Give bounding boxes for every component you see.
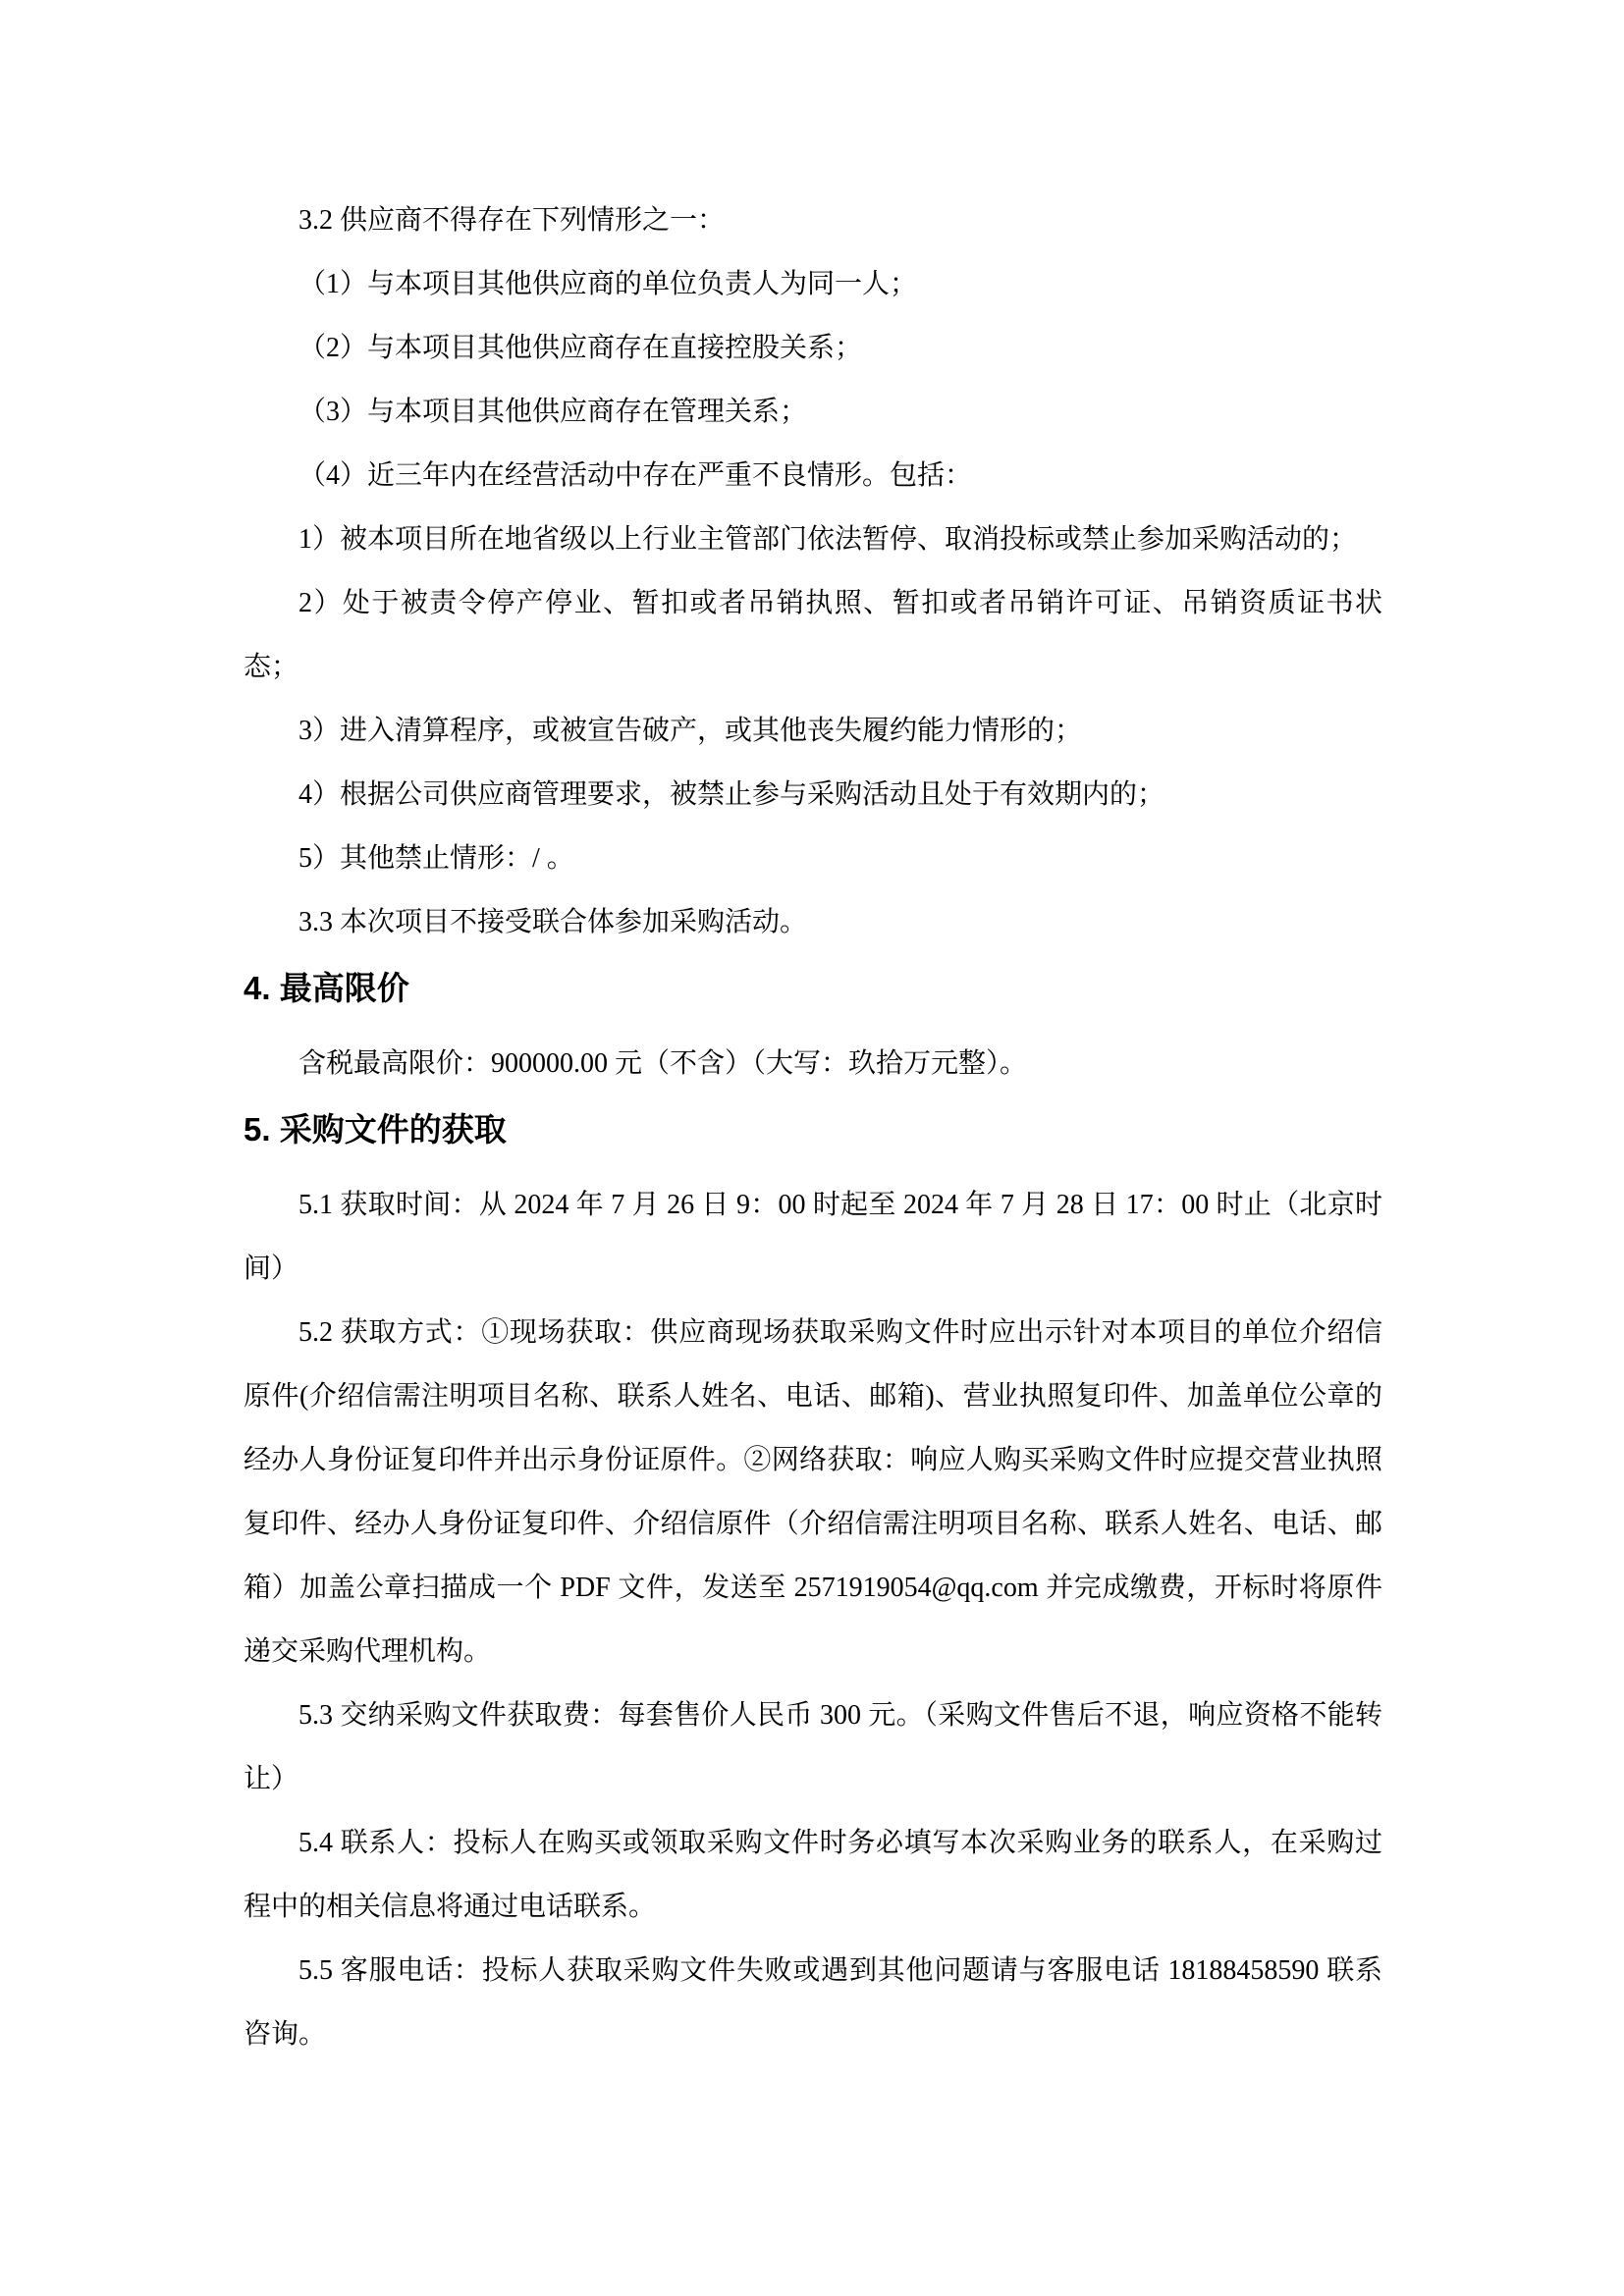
clause-3-2-item-4: （4）近三年内在经营活动中存在严重不良情形。包括： bbox=[298, 460, 973, 491]
clause-3-2: 3.2 供应商不得存在下列情形之一： bbox=[298, 205, 726, 236]
document-page bbox=[244, 188, 1382, 2066]
clause-3-2-subitem-4: 4）根据公司供应商管理要求，被禁止参与采购活动且处于有效期内的； bbox=[298, 779, 1165, 810]
clause-5-3-fee: 5.3 交纳采购文件获取费：每套售价人民币 300 元。（采购文件售后不退，响应资格不能转让） bbox=[244, 1700, 1382, 1794]
clause-3-2-subitem-1: 1）被本项目所在地省级以上行业主管部门依法暂停、取消投标或禁止参加采购活动的； bbox=[298, 524, 1358, 555]
section-4-heading: 4. 最高限价 bbox=[244, 970, 409, 1006]
clause-5-4-contact: 5.4 联系人：投标人在购买或领取采购文件时务必填写本次采购业务的联系人，在采购过程中的相关信息将通过电话联系。 bbox=[244, 1828, 1382, 1922]
clause-3-2-item-3: （3）与本项目其他供应商存在管理关系； bbox=[298, 397, 808, 427]
clause-5-1-time: 5.1 获取时间：从 2024 年 7 月 26 日 9：00 时起至 2024 年 7 月 28 日 17：00 时止（北京时间） bbox=[244, 1190, 1382, 1284]
clause-3-2-item-2: （2）与本项目其他供应商存在直接控股关系； bbox=[298, 333, 863, 363]
clause-4-max-price: 含税最高限价：900000.00 元（不含）（大写：玖拾万元整）。 bbox=[298, 1048, 1028, 1079]
clause-3-2-item-1: （1）与本项目其他供应商的单位负责人为同一人； bbox=[298, 269, 918, 299]
clause-5-5-hotline: 5.5 客服电话：投标人获取采购文件失败或遇到其他问题请与客服电话 18188458590 联系咨询。 bbox=[244, 1955, 1382, 2050]
clause-3-2-subitem-5: 5）其他禁止情形：/ 。 bbox=[298, 843, 574, 874]
clause-5-2-method: 5.2 获取方式：①现场获取：供应商现场获取采购文件时应出示针对本项目的单位介绍信原件(介绍信需注明项目名称、联系人姓名、电话、邮箱)、营业执照复印件、加盖单位公章的经办人身份证复印件并出示身份证原件。②网络获取：响应人购买采购文件时应提交营业执照复印件、经办人身份证复印件、介绍信原件（介绍信需注明项目名称、联系人姓名、电话、邮箱）加盖公章扫描成一个 PDF 文件，发送至 2571919054@qq.com 并完成缴费，开标时将原件递交采购代理机构。 bbox=[244, 1317, 1382, 1667]
clause-3-2-subitem-2: 2）处于被责令停产停业、暂扣或者吊销执照、暂扣或者吊销许可证、吊销资质证书状态； bbox=[244, 588, 1382, 682]
section-5-heading: 5. 采购文件的获取 bbox=[244, 1111, 507, 1148]
clause-3-3: 3.3 本次项目不接受联合体参加采购活动。 bbox=[298, 907, 808, 937]
clause-3-2-subitem-3: 3）进入清算程序，或被宣告破产，或其他丧失履约能力情形的； bbox=[298, 716, 1083, 746]
